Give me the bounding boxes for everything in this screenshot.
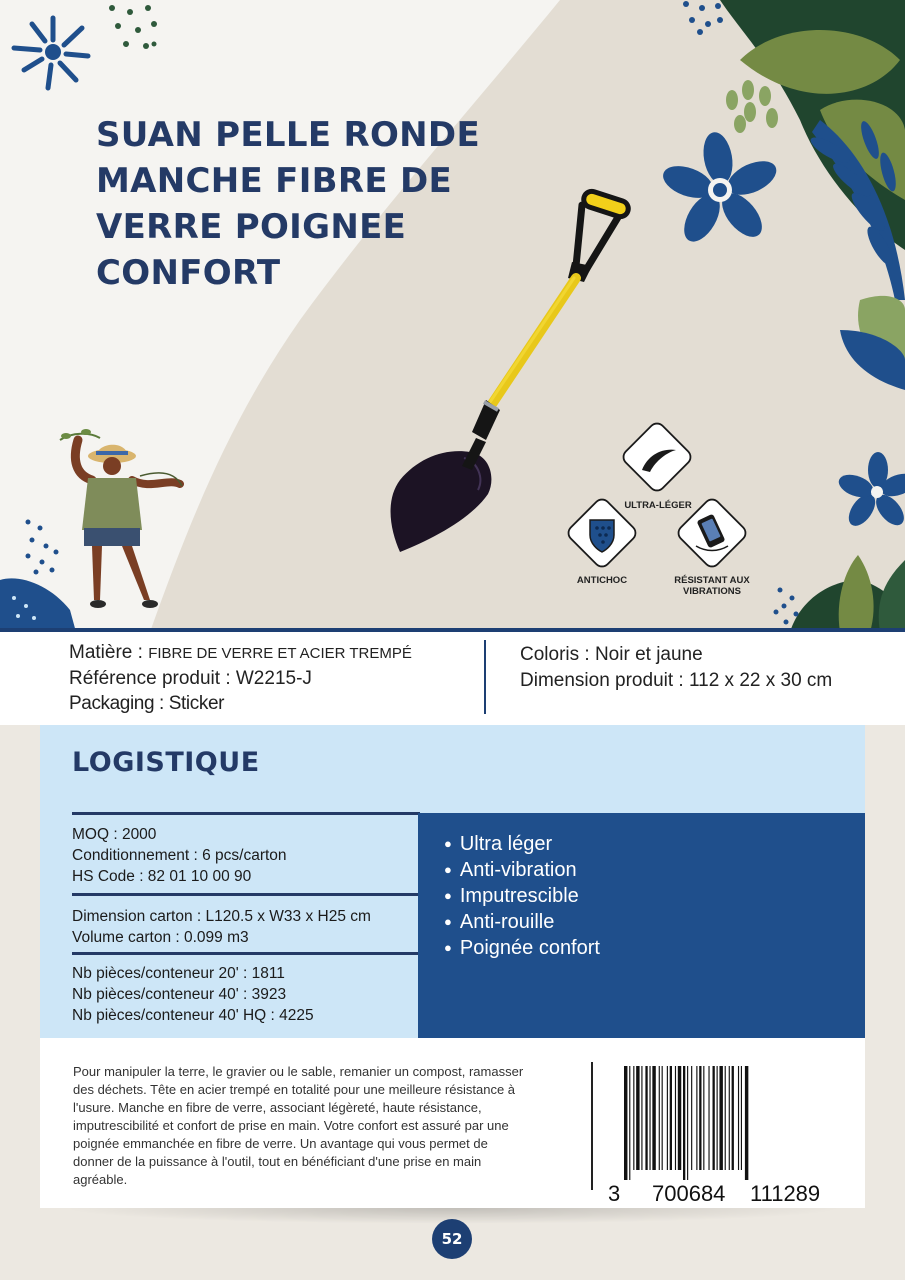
feature-item: ● Anti-rouille <box>444 909 600 935</box>
logistics-rule <box>72 812 420 815</box>
barcode-bar <box>708 1066 709 1170</box>
dots-decoration <box>109 5 157 49</box>
logistics-line: Dimension carton : L120.5 x W33 x H25 cm <box>72 908 371 925</box>
barcode-image <box>624 1066 830 1180</box>
barcode-bar <box>745 1066 748 1180</box>
barcode-bar <box>629 1066 630 1180</box>
barcode-bar <box>683 1066 685 1180</box>
spec-reference: Référence produit : W2215-J <box>69 668 312 689</box>
feature-item: ● Ultra léger <box>444 831 600 857</box>
product-description <box>73 1063 563 1189</box>
spec-coloris: Coloris : Noir et jaune <box>520 644 703 665</box>
description-line: agréable. <box>73 1172 128 1187</box>
barcode-bar <box>678 1066 681 1170</box>
barcode-bar <box>741 1066 742 1170</box>
barcode-bar <box>713 1066 715 1170</box>
barcode-bar <box>699 1066 701 1170</box>
spec-matiere <box>69 642 412 664</box>
anti-vibration-label-line: RÉSISTANT AUX <box>674 575 750 586</box>
description-line: donner de la puissance à l'outil, tout en bénéficiant d'une prise en main <box>73 1154 482 1169</box>
barcode-bar <box>691 1066 692 1170</box>
description-line: imputrescibilité et confort de prise en main. Votre confort est assuré par une <box>73 1118 509 1133</box>
feature-item: ● Imputrescible <box>444 883 600 909</box>
barcode-bar <box>717 1066 718 1170</box>
page-number-badge: 52 <box>432 1219 472 1259</box>
spec-divider <box>484 640 486 714</box>
logistics-line: Nb pièces/conteneur 40' HQ : 4225 <box>72 1007 314 1024</box>
sun-flower-decoration <box>14 18 88 88</box>
title-line: CONFORT <box>96 253 281 293</box>
gardener-illustration <box>60 429 182 608</box>
barcode-bar <box>662 1066 663 1170</box>
hero-illustration <box>0 0 905 632</box>
barcode-bar <box>645 1066 647 1170</box>
product-title <box>96 112 536 296</box>
spec-matiere-value: FIBRE DE VERRE ET ACIER TREMPÉ <box>148 645 412 662</box>
spec-packaging: Packaging : Sticker <box>69 693 225 714</box>
barcode-bar <box>738 1066 739 1170</box>
logistics-title: LOGISTIQUE <box>72 747 260 778</box>
ultra-light-label: ULTRA-LÉGER <box>624 500 692 511</box>
barcode-digit-group: 111289 <box>750 1181 821 1206</box>
anti-vibration-label-line: VIBRATIONS <box>683 586 741 597</box>
specs-section <box>0 632 905 725</box>
barcode-bar <box>659 1066 660 1170</box>
barcode-bar <box>667 1066 668 1170</box>
barcode-bar <box>636 1066 639 1170</box>
barcode-bar <box>703 1066 704 1170</box>
title-line: MANCHE FIBRE DE <box>96 161 453 201</box>
logistics-line: HS Code : 82 01 10 00 90 <box>72 868 252 885</box>
barcode-bar <box>649 1066 650 1170</box>
barcode-bar <box>725 1066 726 1170</box>
logistics-rule <box>72 893 420 896</box>
logistics-line: MOQ : 2000 <box>72 826 157 843</box>
description-line: l'usure. Manche en fibre de verre, associant légèreté, haute résistance, <box>73 1100 482 1115</box>
spec-dimension: Dimension produit : 112 x 22 x 30 cm <box>520 670 833 691</box>
description-line: des déchets. Tête en acier trempé en totalité pour une meilleure résistance à <box>73 1082 516 1097</box>
features-panel <box>418 813 865 1038</box>
description-line: Pour manipuler la terre, le gravier ou le sable, remanier un compost, ramasser <box>73 1064 524 1079</box>
barcode-bar <box>624 1066 627 1180</box>
logistics-group-container <box>72 963 314 1026</box>
hero-section <box>0 0 905 632</box>
barcode-bar <box>687 1066 688 1180</box>
barcode-bar <box>641 1066 642 1170</box>
logistics-line: Volume carton : 0.099 m3 <box>72 929 249 946</box>
logistics-line: Nb pièces/conteneur 40' : 3923 <box>72 986 287 1003</box>
barcode-digit-group: 3 <box>608 1181 621 1206</box>
barcode-digit-group: 700684 <box>652 1181 726 1206</box>
barcode-bar <box>729 1066 730 1170</box>
title-line: SUAN PELLE RONDE <box>96 115 480 155</box>
features-list <box>444 831 600 961</box>
anti-vibration-label <box>662 575 762 597</box>
feature-item: ● Poignée confort <box>444 935 600 961</box>
barcode-bar <box>633 1066 634 1170</box>
logistics-line: Conditionnement : 6 pcs/carton <box>72 847 287 864</box>
barcode-bar <box>732 1066 734 1170</box>
logistics-rule <box>72 952 420 955</box>
feature-item: ● Anti-vibration <box>444 857 600 883</box>
spec-matiere-label: Matière : <box>69 642 149 663</box>
barcode-bar <box>719 1066 722 1170</box>
description-line: poignée emmanchée en fibre de verre. Un avantage qui vous permet de <box>73 1136 488 1151</box>
description-card <box>40 1038 865 1208</box>
barcode-bar <box>696 1066 697 1170</box>
antichoc-label: ANTICHOC <box>576 575 628 586</box>
logistics-group-carton <box>72 906 371 948</box>
title-line: VERRE POIGNEE <box>96 207 407 247</box>
logistics-section <box>40 725 865 1038</box>
barcode-bar <box>675 1066 676 1170</box>
logistics-line: Nb pièces/conteneur 20' : 1811 <box>72 965 285 982</box>
barcode-bar <box>652 1066 655 1170</box>
description-divider <box>591 1062 593 1190</box>
barcode-bar <box>670 1066 672 1170</box>
logistics-group-general <box>72 824 287 887</box>
